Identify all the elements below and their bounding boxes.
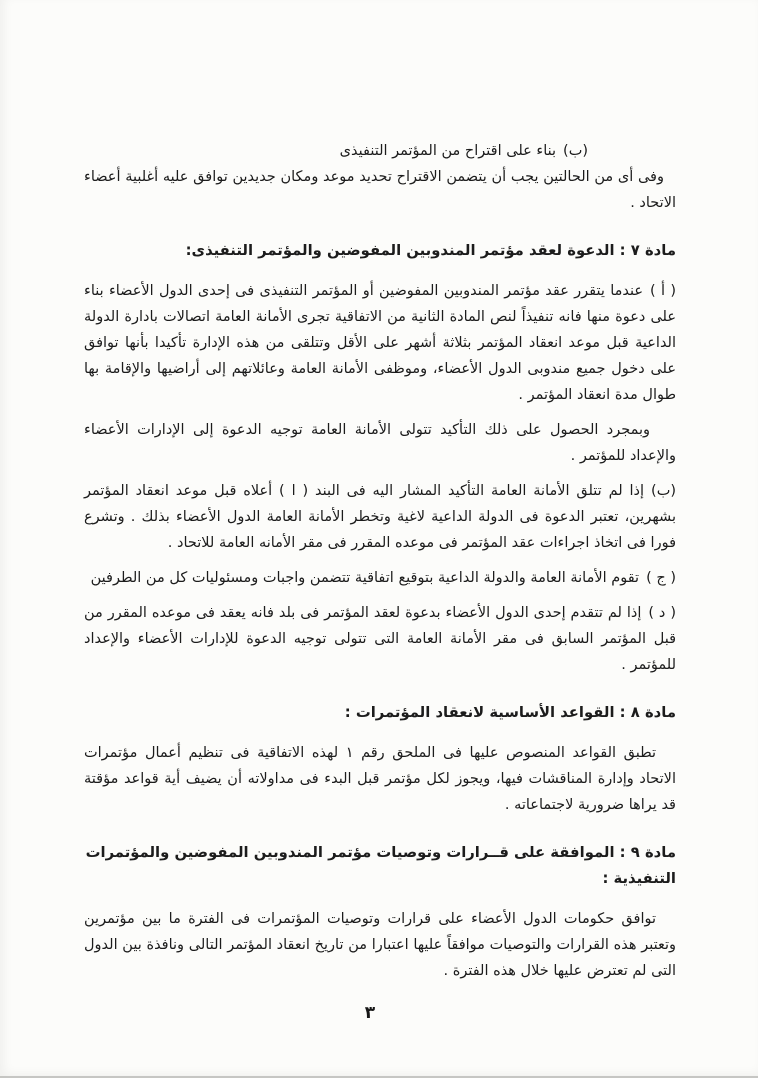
page-number: ٣ — [364, 1003, 376, 1023]
article-7-item-d — [84, 600, 676, 678]
article-7-item-a — [84, 278, 676, 408]
article-7-item-b-text: إذا لم تتلق الأمانة العامة التأكيد المشار اليه فى البند ( ا ) أعلاه قبل موعد انعقاد المؤتمر بشهرين، تعتبر الدعوة فى الدولة الداعية لاغية وتخطر الأمانة العامة الدول الأعضاء بذلك . وتشرع فورا فى اتخاذ اجراءات عقد المؤتمر فى موعده المقرر فى مقر الأمانه العامة للاتحاد . — [84, 483, 676, 551]
intro-clause-b-marker: (ب) — [563, 143, 588, 159]
article-7-item-c-marker: ( ج ) — [646, 570, 676, 586]
article-7-item-d-text: إذا لم تتقدم إحدى الدول الأعضاء بدعوة لعقد المؤتمر فى بلد فانه يعقد فى موعده المقرر من قبل المؤتمر السابق فى مقر الأمانة العامة التى تتولى توجيه الدعوة للإدارات الأعضاء والإعداد للمؤتمر . — [84, 605, 676, 673]
article-7-item-a-marker: ( أ ) — [650, 283, 676, 299]
document-text-block — [84, 138, 676, 984]
article-8-paragraph: تطبق القواعد المنصوص عليها فى الملحق رقم ١ لهذه الاتفاقية فى تنظيم أعمال مؤتمرات الاتحاد وإدارة المناقشات فيها، ويجوز لكل مؤتمر قبل البدء فى مداولاته أن يضيف أية قواعد مؤقتة قد يراها ضرورية لاجتماعاته . — [84, 745, 676, 813]
article-7-item-c — [84, 565, 676, 591]
article-7-item-d-marker: ( د ) — [648, 605, 676, 621]
article-7-item-c-text: تقوم الأمانة العامة والدولة الداعية بتوقيع اتفاقية تتضمن واجبات ومسئوليات كل من الطرفين — [90, 570, 640, 586]
article-8-heading: مادة ٨ : القواعد الأساسية لانعقاد المؤتمرات : — [344, 704, 676, 721]
article-7-item-a-text: عندما يتقرر عقد مؤتمر المندوبين المفوضين أو المؤتمر التنفيذى فى إحدى الدول الأعضاء بناء على دعوة منها فانه تنفيذاً لنص المادة الثانية من الاتفاقية تجرى الأمانة العامة اتصالات بادارة الدولة الداعية قبل موعد انعقاد المؤتمر بثلاثة أشهر على الأقل وتتلقى من هذه الإدارة تأكيدا بأنها توافق على دخول جميع مندوبى الدول الأعضاء، وموظفى الأمانة العامة وعائلاتهم إلى أراضيها والإقامة بها طوال مدة انعقاد المؤتمر . — [84, 283, 676, 403]
intro-clause-b-text: بناء على اقتراح من المؤتمر التنفيذى — [339, 143, 557, 159]
article-7-item-b — [84, 478, 676, 556]
intro-clause-b — [84, 138, 676, 164]
intro-paragraph: وفى أى من الحالتين يجب أن يتضمن الاقتراح تحديد موعد ومكان جديدين توافق عليه أغلبية أعضاء الاتحاد . — [84, 169, 676, 211]
article-7-item-b-marker: (ب) — [651, 483, 676, 499]
article-9-paragraph: توافق حكومات الدول الأعضاء على قرارات وتوصيات المؤتمرات فى الفترة ما بين مؤتمرين وتعتبر هذه القرارات والتوصيات موافقاً عليها اعتبارا من تاريخ انعقاد المؤتمر التالى ونافذة بين الدول التى لم تعترض عليها خلال هذه الفترة . — [84, 911, 676, 979]
article-7-heading: مادة ٧ : الدعوة لعقد مؤتمر المندوبين المفوضين والمؤتمر التنفيذى: — [185, 242, 676, 259]
article-9-heading: مادة ٩ : الموافقة على قــرارات وتوصيات مؤتمر المندوبين المفوضين والمؤتمرات التنفيذية : — [85, 844, 676, 887]
article-7-item-a-subparagraph: وبمجرد الحصول على ذلك التأكيد تتولى الأمانة العامة توجيه الدعوة إلى الإدارات الأعضاء والإعداد للمؤتمر . — [84, 422, 676, 464]
